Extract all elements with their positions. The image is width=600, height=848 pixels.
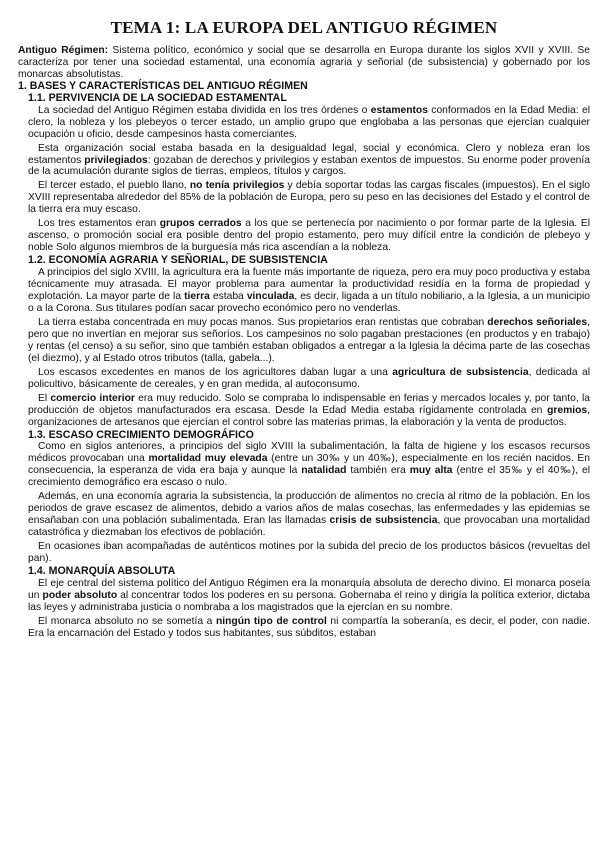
section-1-2-heading: 1.2. ECONOMÍA AGRARIA Y SEÑORIAL, DE SUBSISTENCIA bbox=[28, 254, 328, 267]
s11-paragraph-1: La sociedad del Antiguo Régimen estaba dividida en los tres órdenes o estamentos conformados en la Edad Media: el clero, la nobleza y los plebeyos o tercer estado, un amplio grupo que englobaba a las personas que ejercían cualquier ocupación u oficio, desde campesinos hasta comerciantes. bbox=[28, 104, 591, 140]
s14-paragraph-2: El monarca absoluto no se sometía a ningún tipo de control ni compartía la soberanía, es decir, el poder, con nadie. Era la encarnación del Estado y todos sus habitantes, sus súbditos, estaban bbox=[28, 615, 591, 639]
section-1-3-heading: 1.3. ESCASO CRECIMIENTO DEMOGRÁFICO bbox=[28, 428, 254, 441]
page-title: TEMA 1: LA EUROPA DEL ANTIGUO RÉGIMEN bbox=[110, 18, 498, 37]
s11-paragraph-4: Los tres estamentos eran grupos cerrados a los que se pertenecía por nacimiento o por formar parte de la Iglesia. El ascenso, o promoción social era posible dentro del propio estamento, pero muy difícil entre la condición de plebeyo y noble Solo algunos miembros de la burguesía más rica ascendían a la nobleza. bbox=[28, 218, 590, 254]
s12-paragraph-2: La tierra estaba concentrada en muy pocas manos. Sus propietarios eran rentistas que cobraban derechos señoriales, pero que no invertían en mejorar sus señoríos. Los campesinos no solo pagaban prestaciones (en productos y en trabajo) y rentas (el censo) a su señor, sino que también estaban obligados a entregar a la Iglesia la décima parte de las cosechas (el diezmo), y al Estado otros tributos (talla, gabela...). bbox=[28, 316, 590, 364]
s13-paragraph-1: Como en siglos anteriores, a principios del siglo XVIII la subalimentación, la falta de higiene y los escasos recursos médicos provocaban una mortalidad muy elevada (entre un 30‰ y un 40‰), especialmente en los recién nacidos. En consecuencia, la esperanza de vida era baja y aunque la natalidad también era muy alta (entre el 35‰ y el 40‰), el crecimiento demográfico era escaso o nulo. bbox=[28, 441, 590, 489]
intro-paragraph bbox=[18, 45, 590, 81]
s11-paragraph-3: El tercer estado, el pueblo llano, no tenía privilegios y debía soportar todas las cargas fiscales (impuestos). En el siglo XVIII representaba alrededor del 85% de la población de Europa, pero su peso en las decisiones del Estado y el control de la tierra era muy escaso. bbox=[28, 180, 591, 216]
s13-paragraph-3: En ocasiones iban acompañadas de auténticos motines por la subida del precio de los productos básicos (revueltas del pan). bbox=[28, 541, 590, 565]
s11-paragraph-2: Esta organización social estaba basada en la desigualdad legal, social y económica. Clero y nobleza eran los estamentos privilegiados: gozaban de derechos y privilegios y estaban exentos de impuestos. Su enorme poder provenía de la acumulación durante siglos de tierras, empleos, títulos y cargos. bbox=[28, 142, 590, 178]
s14-paragraph-1: El eje central del sistema político del Antiguo Régimen era la monarquía absoluta de derecho divino. El monarca poseía un poder absoluto al concentrar todos los poderes en su persona. Gobernaba el reino y dirigía la política exterior, dictaba las leyes y administraba justicia o nombraba a los magistrados que la ejercían en su nombre. bbox=[28, 577, 590, 613]
s12-paragraph-4: El comercio interior era muy reducido. Solo se compraba lo indispensable en ferias y mercados locales y, por tanto, la producción de objetos manufacturados era escasa. Desde la Edad Media estaba rígidamente controlada en gremios, organizaciones de artesanos que ejercían el control sobre las materias primas, la elaboración y la venta de productos. bbox=[28, 392, 590, 428]
s13-paragraph-2: Además, en una economía agraria la subsistencia, la producción de alimentos no crecía al ritmo de la población. En los periodos de grave escasez de alimentos, debido a varios años de malas cosechas, las enfermedades y las epidemias se ensañaban con una población subalimentada. Eran las llamadas crisis de subsistencia, que provocaban una mortalidad catastrófica y diezmaban los efectivos de población. bbox=[28, 491, 591, 539]
s12-paragraph-1: A principios del siglo XVIII, la agricultura era la fuente más importante de riqueza, pero era muy poco productiva y estaba técnicamente muy atrasada. El mayor problema para aumentar la productividad residía en la forma de propiedad y explotación. La mayor parte de la tierra estaba vinculada, es decir, ligada a un título nobiliario, a la Iglesia, a un municipio o a la Corona. Sus titulares podían sacar provecho económico pero no venderlas. bbox=[28, 267, 591, 314]
section-1-4-heading: 1.4. MONARQUÍA ABSOLUTA bbox=[28, 564, 176, 577]
section-1-heading: 1. BASES Y CARACTERÍSTICAS DEL ANTIGUO RÉGIMEN bbox=[18, 79, 308, 92]
s12-paragraph-3: Los escasos excedentes en manos de los agricultores daban lugar a una agricultura de subsistencia, dedicada al policultivo, básicamente de cereales, y en gran medida, al autoconsumo. bbox=[28, 366, 590, 390]
section-1-1-heading: 1.1. PERVIVENCIA DE LA SOCIEDAD ESTAMENTAL bbox=[28, 91, 287, 104]
intro-text: Sistema político, económico y social que se desarrolla en Europa durante los siglos XVII y XVIII. Se caracteriza por tener una sociedad estamental, una economía agraria y señorial (de subsistencia) y gobernado por los monarcas absolutistas. bbox=[18, 44, 590, 80]
intro-term: Antiguo Régimen: bbox=[18, 44, 109, 56]
